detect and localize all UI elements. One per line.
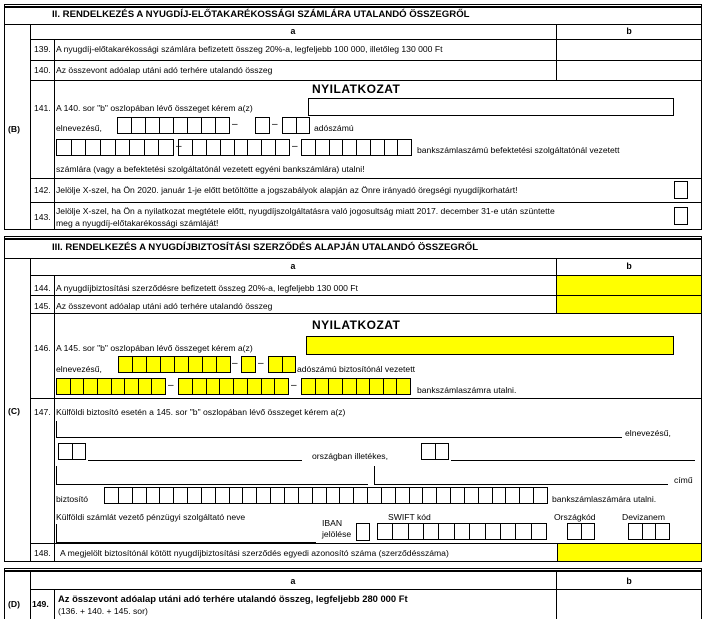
country-name-line-2[interactable] [451,460,695,461]
name-label: elnevezésű, [56,364,102,374]
bank-label: bankszámlaszámára utalni. [552,494,657,504]
contract-number-field[interactable] [557,544,701,561]
row-number: 139. [34,44,51,54]
tax-label: adószámú [314,123,354,133]
column-b-header: b [626,576,632,586]
country-code-label: Országkód [554,512,596,522]
row-number: 149. [32,599,49,609]
iban-label: jelölése [322,529,352,539]
row-number: 140. [34,65,51,75]
column-a-header: a [290,576,296,586]
separator: – [232,119,238,130]
separator: – [291,380,297,391]
separator: – [232,358,238,369]
row-145-amount[interactable] [557,296,701,313]
foreign-insurer-name-line[interactable] [56,437,622,438]
tax-number-part1[interactable] [117,117,230,134]
row-label: Az összevont adóalap utáni adó terhére utalandó összeg, legfeljebb 280 000 Ft [58,593,408,604]
iban-marker[interactable] [356,523,370,541]
row-144-amount[interactable] [557,276,701,295]
section-iii-title: III. RENDELKEZÉS A NYUGDÍJBIZTOSÍTÁSI SZERZŐDÉS ALAPJÁN UTALANDÓ ÖSSZEGRŐL [52,242,479,253]
address-line-2[interactable] [374,484,668,485]
row-sublabel: (136. + 140. + 145. sor) [58,606,148,616]
row-number: 147. [34,407,51,417]
tax-number-part3[interactable] [268,356,296,373]
row-label: A nyugdíj-előtakarékossági számlára befizetett összeg 20%-a, legfeljebb 100 000, illetőleg 130 000 Ft [56,44,443,54]
tax-number-part3[interactable] [282,117,310,134]
column-a-header: a [290,261,296,271]
recipient-name-field[interactable] [308,98,674,116]
separator: – [292,141,298,152]
row-number: 145. [34,301,51,311]
row-label: meg a nyugdíj-előtakarékossági számláját! [56,218,219,228]
swift-label: SWIFT kód [388,512,431,522]
section-ii [4,4,702,230]
name-label: elnevezésű, [625,428,671,438]
bank-account-part2[interactable] [178,139,290,156]
row-label: Jelölje X-szel, ha Ön a nyilatkozat megtétele előtt, nyugdíjszolgáltatásra való jogosultság miatt 2017. december 31-e után szüntette [56,206,555,216]
account-closed-checkbox[interactable] [674,207,688,225]
swift-code-boxes[interactable] [377,523,547,540]
declaration-text: A 140. sor "b" oszlopában lévő összeget kérem a(z) [56,103,253,113]
tax-label: adószámú biztosítónál vezetett [297,364,415,374]
section-ii-title: II. RENDELKEZÉS A NYUGDÍJ-ELŐTAKARÉKOSSÁGI SZÁMLÁRA UTALANDÓ ÖSSZEGRŐL [52,9,470,20]
declaration-text: A 145. sor "b" oszlopában lévő összeget kérem a(z) [56,343,253,353]
country-code-boxes[interactable] [567,523,595,540]
iban-label: IBAN [322,518,343,528]
section-letter: (B) [8,124,20,134]
bank-account-part3[interactable] [301,139,412,156]
bank-account-part3[interactable] [301,378,411,395]
row-number: 141. [34,103,51,113]
row-number: 146. [34,343,51,353]
insurer-label: biztosító [56,494,89,504]
row-label: Az összevont adóalap utáni adó terhére utalandó összeg [56,301,273,311]
tax-number-part2[interactable] [255,117,270,134]
provider-label: Külföldi számlát vezető pénzügyi szolgáltató neve [56,512,246,522]
row-number: 142. [34,185,51,195]
tax-number-part1[interactable] [118,356,231,373]
country-label: országban illetékes, [312,451,388,461]
row-number: 144. [34,283,51,293]
country-code-boxes-1[interactable] [58,443,86,460]
row-140-amount[interactable] [557,61,701,80]
bank-label: bankszámlaszámra utalni. [417,385,517,395]
section-letter: (D) [8,599,20,609]
row-label: Jelölje X-szel, ha Ön 2020. január 1-je előtt betöltötte a jogszabályok alapján az Önre irányadó öregségi nyugdíjkorhatárt! [56,185,518,195]
recipient-name-field[interactable] [306,336,674,355]
foreign-insurer-text: Külföldi biztosító esetén a 145. sor "b" oszlopában lévő összeget kérem a(z) [56,407,346,417]
declaration-heading: NYILATKOZAT [312,82,401,96]
bank-label: bankszámlaszámú befektetési szolgáltatónál vezetett [417,145,620,155]
titled-label: című [674,475,693,485]
column-b-header: b [626,261,632,271]
foreign-bank-account[interactable] [104,487,548,504]
column-a-header: a [290,26,296,36]
row-149-amount[interactable] [557,590,701,619]
column-b-header: b [626,26,632,36]
bank-account-part2[interactable] [178,378,289,395]
declaration-heading: NYILATKOZAT [312,318,401,332]
bank-account-part1[interactable] [56,378,166,395]
row-label: Az összevont adóalap utáni adó terhére utalandó összeg [56,65,273,75]
row-number: 148. [34,548,51,558]
tax-number-part2[interactable] [241,356,256,373]
declaration-text: számlára (vagy a befektetési szolgáltatónál vezetett egyéni bankszámlára) utalni! [56,164,365,174]
name-label: elnevezésű, [56,123,102,133]
row-139-amount[interactable] [557,40,701,60]
row-label: A nyugdíjbiztosítási szerződésre befizetett összeg 20%-a, legfeljebb 130 000 Ft [56,283,358,293]
separator: – [272,119,278,130]
address-line-1[interactable] [56,484,368,485]
separator: – [258,358,264,369]
retirement-age-checkbox[interactable] [674,181,688,199]
country-code-boxes-2[interactable] [421,443,449,460]
section-letter: (C) [8,406,20,416]
currency-label: Devizanem [622,512,665,522]
bank-account-part1[interactable] [56,139,174,156]
separator: – [176,141,182,152]
currency-boxes[interactable] [628,523,670,540]
separator: – [168,380,174,391]
country-name-line[interactable] [88,460,302,461]
row-label: A megjelölt biztosítónál kötött nyugdíjbiztosítási szerződés egyedi azonosító száma (szerződésszáma) [60,548,449,558]
row-number: 143. [34,212,51,222]
